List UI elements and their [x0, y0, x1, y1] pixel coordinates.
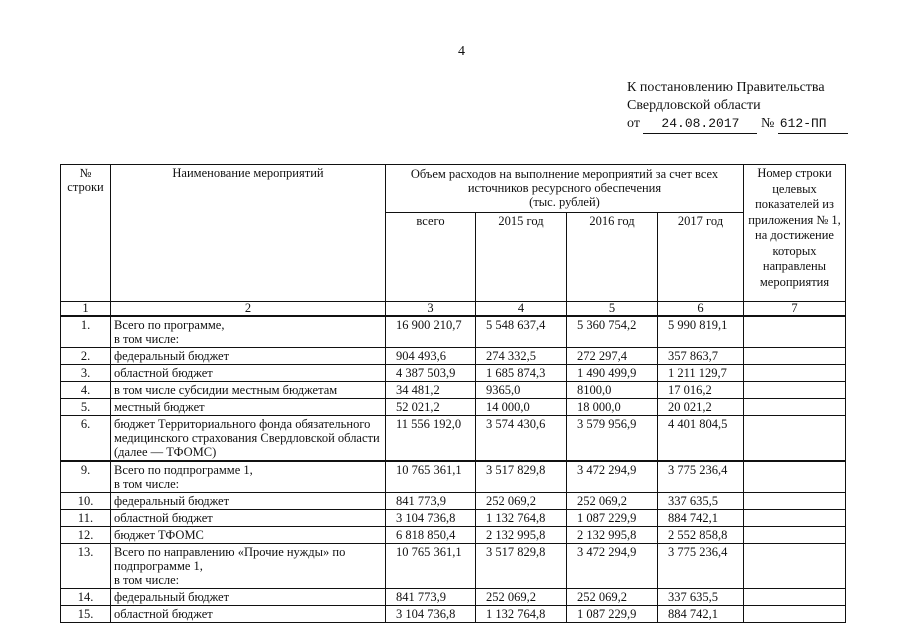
- table-row: [61, 365, 846, 382]
- table-row: [61, 510, 846, 527]
- table-row: [61, 316, 846, 348]
- number-label: №: [760, 116, 775, 131]
- year-2015-cell: 252 069,2: [476, 589, 567, 606]
- table-row: [61, 606, 846, 623]
- year-2017-cell: 357 863,7: [658, 348, 744, 365]
- row-number-cell: 1.: [61, 316, 111, 348]
- year-2015-cell: 252 069,2: [476, 493, 567, 510]
- resolution-date: 24.08.2017: [643, 115, 757, 134]
- header-units: (тыс. рублей): [529, 195, 600, 209]
- year-2017-cell: 3 775 236,4: [658, 544, 744, 589]
- year-2015-cell: 3 517 829,8: [476, 461, 567, 493]
- year-2017-cell: 337 635,5: [658, 493, 744, 510]
- year-2015-cell: 1 132 764,8: [476, 606, 567, 623]
- column-index-row: [61, 302, 846, 317]
- table-row: [61, 461, 846, 493]
- col-index: 2: [111, 302, 386, 317]
- target-cell: [744, 316, 846, 348]
- year-2016-cell: 3 579 956,9: [567, 416, 658, 462]
- year-2017-cell: 884 742,1: [658, 510, 744, 527]
- target-cell: [744, 589, 846, 606]
- header-volume: [386, 165, 744, 213]
- table-body: [61, 165, 846, 623]
- table-row: [61, 399, 846, 416]
- year-2015-cell: 1 685 874,3: [476, 365, 567, 382]
- header-total: всего: [386, 213, 476, 302]
- header-2017: 2017 год: [658, 213, 744, 302]
- total-cell: 6 818 850,4: [386, 527, 476, 544]
- year-2016-cell: 2 132 995,8: [567, 527, 658, 544]
- expenditure-table: [60, 164, 846, 623]
- row-name-cell: бюджет ТФОМС: [111, 527, 386, 544]
- total-cell: 3 104 736,8: [386, 510, 476, 527]
- table-row: [61, 382, 846, 399]
- year-2016-cell: 18 000,0: [567, 399, 658, 416]
- header-line-1: К постановлению Правительства: [627, 80, 825, 95]
- header-name: Наименование мероприятий: [111, 165, 386, 302]
- target-cell: [744, 510, 846, 527]
- row-name-cell: местный бюджет: [111, 399, 386, 416]
- table-row: [61, 544, 846, 589]
- target-cell: [744, 544, 846, 589]
- year-2015-cell: 14 000,0: [476, 399, 567, 416]
- row-number-cell: 13.: [61, 544, 111, 589]
- year-2015-cell: 3 517 829,8: [476, 544, 567, 589]
- resolution-header: [627, 79, 848, 134]
- target-cell: [744, 416, 846, 462]
- page-number: 4: [458, 44, 465, 59]
- total-cell: 16 900 210,7: [386, 316, 476, 348]
- year-2015-cell: 5 548 637,4: [476, 316, 567, 348]
- row-number-cell: 12.: [61, 527, 111, 544]
- col-index: 1: [61, 302, 111, 317]
- header-row: [61, 165, 846, 213]
- year-2017-cell: 3 775 236,4: [658, 461, 744, 493]
- year-2015-cell: 9365,0: [476, 382, 567, 399]
- row-name-cell: Всего по подпрограмме 1, в том числе:: [111, 461, 386, 493]
- total-cell: 841 773,9: [386, 493, 476, 510]
- year-2015-cell: 274 332,5: [476, 348, 567, 365]
- row-name-cell: федеральный бюджет: [111, 348, 386, 365]
- row-name-cell: Всего по программе, в том числе:: [111, 316, 386, 348]
- col-index: 6: [658, 302, 744, 317]
- year-2016-cell: 252 069,2: [567, 589, 658, 606]
- year-2017-cell: 5 990 819,1: [658, 316, 744, 348]
- year-2016-cell: 272 297,4: [567, 348, 658, 365]
- row-name-cell: Всего по направлению «Прочие нужды» по подпрограмме 1, в том числе:: [111, 544, 386, 589]
- row-number-cell: 10.: [61, 493, 111, 510]
- table-row: [61, 416, 846, 462]
- total-cell: 10 765 361,1: [386, 461, 476, 493]
- year-2016-cell: 3 472 294,9: [567, 544, 658, 589]
- target-cell: [744, 606, 846, 623]
- row-number-cell: 6.: [61, 416, 111, 462]
- year-2016-cell: 252 069,2: [567, 493, 658, 510]
- year-2016-cell: 1 087 229,9: [567, 510, 658, 527]
- year-2016-cell: 8100,0: [567, 382, 658, 399]
- header-2016: 2016 год: [567, 213, 658, 302]
- target-cell: [744, 399, 846, 416]
- header-row-no: № строки: [61, 165, 111, 302]
- year-2015-cell: 3 574 430,6: [476, 416, 567, 462]
- year-2015-cell: 1 132 764,8: [476, 510, 567, 527]
- row-name-cell: бюджет Территориального фонда обязательного медицинского страхования Свердловской области (далее — ТФОМС): [111, 416, 386, 462]
- row-number-cell: 9.: [61, 461, 111, 493]
- row-name-cell: областной бюджет: [111, 510, 386, 527]
- total-cell: 11 556 192,0: [386, 416, 476, 462]
- row-name-cell: федеральный бюджет: [111, 493, 386, 510]
- year-2016-cell: 1 087 229,9: [567, 606, 658, 623]
- row-number-cell: 15.: [61, 606, 111, 623]
- total-cell: 52 021,2: [386, 399, 476, 416]
- year-2017-cell: 4 401 804,5: [658, 416, 744, 462]
- header-line-2: Свердловской области: [627, 98, 761, 113]
- year-2015-cell: 2 132 995,8: [476, 527, 567, 544]
- year-2016-cell: 3 472 294,9: [567, 461, 658, 493]
- col-index: 3: [386, 302, 476, 317]
- total-cell: 3 104 736,8: [386, 606, 476, 623]
- row-name-cell: федеральный бюджет: [111, 589, 386, 606]
- year-2016-cell: 1 490 499,9: [567, 365, 658, 382]
- total-cell: 10 765 361,1: [386, 544, 476, 589]
- resolution-number: 612-ПП: [778, 115, 848, 134]
- target-cell: [744, 365, 846, 382]
- target-cell: [744, 461, 846, 493]
- target-cell: [744, 527, 846, 544]
- header-target: Номер строки целевых показателей из приложения № 1, на достижение которых направлены мероприятия: [744, 165, 846, 302]
- table-row: [61, 527, 846, 544]
- col-index: 4: [476, 302, 567, 317]
- table-row: [61, 589, 846, 606]
- header-volume-text: Объем расходов на выполнение мероприятий за счет всех источников ресурсного обеспечения: [410, 167, 719, 195]
- row-number-cell: 14.: [61, 589, 111, 606]
- col-index: 5: [567, 302, 658, 317]
- row-name-cell: в том числе субсидии местным бюджетам: [111, 382, 386, 399]
- target-cell: [744, 493, 846, 510]
- target-cell: [744, 348, 846, 365]
- row-name-cell: областной бюджет: [111, 365, 386, 382]
- col-index: 7: [744, 302, 846, 317]
- row-number-cell: 3.: [61, 365, 111, 382]
- header-date-line: [627, 115, 848, 134]
- total-cell: 34 481,2: [386, 382, 476, 399]
- table-row: [61, 348, 846, 365]
- year-2017-cell: 20 021,2: [658, 399, 744, 416]
- from-label: от: [627, 116, 640, 131]
- year-2017-cell: 17 016,2: [658, 382, 744, 399]
- year-2017-cell: 337 635,5: [658, 589, 744, 606]
- total-cell: 841 773,9: [386, 589, 476, 606]
- year-2017-cell: 2 552 858,8: [658, 527, 744, 544]
- header-2015: 2015 год: [476, 213, 567, 302]
- total-cell: 4 387 503,9: [386, 365, 476, 382]
- row-number-cell: 2.: [61, 348, 111, 365]
- total-cell: 904 493,6: [386, 348, 476, 365]
- year-2016-cell: 5 360 754,2: [567, 316, 658, 348]
- year-2017-cell: 884 742,1: [658, 606, 744, 623]
- row-number-cell: 5.: [61, 399, 111, 416]
- row-number-cell: 11.: [61, 510, 111, 527]
- year-2017-cell: 1 211 129,7: [658, 365, 744, 382]
- row-name-cell: областной бюджет: [111, 606, 386, 623]
- table-row: [61, 493, 846, 510]
- row-number-cell: 4.: [61, 382, 111, 399]
- target-cell: [744, 382, 846, 399]
